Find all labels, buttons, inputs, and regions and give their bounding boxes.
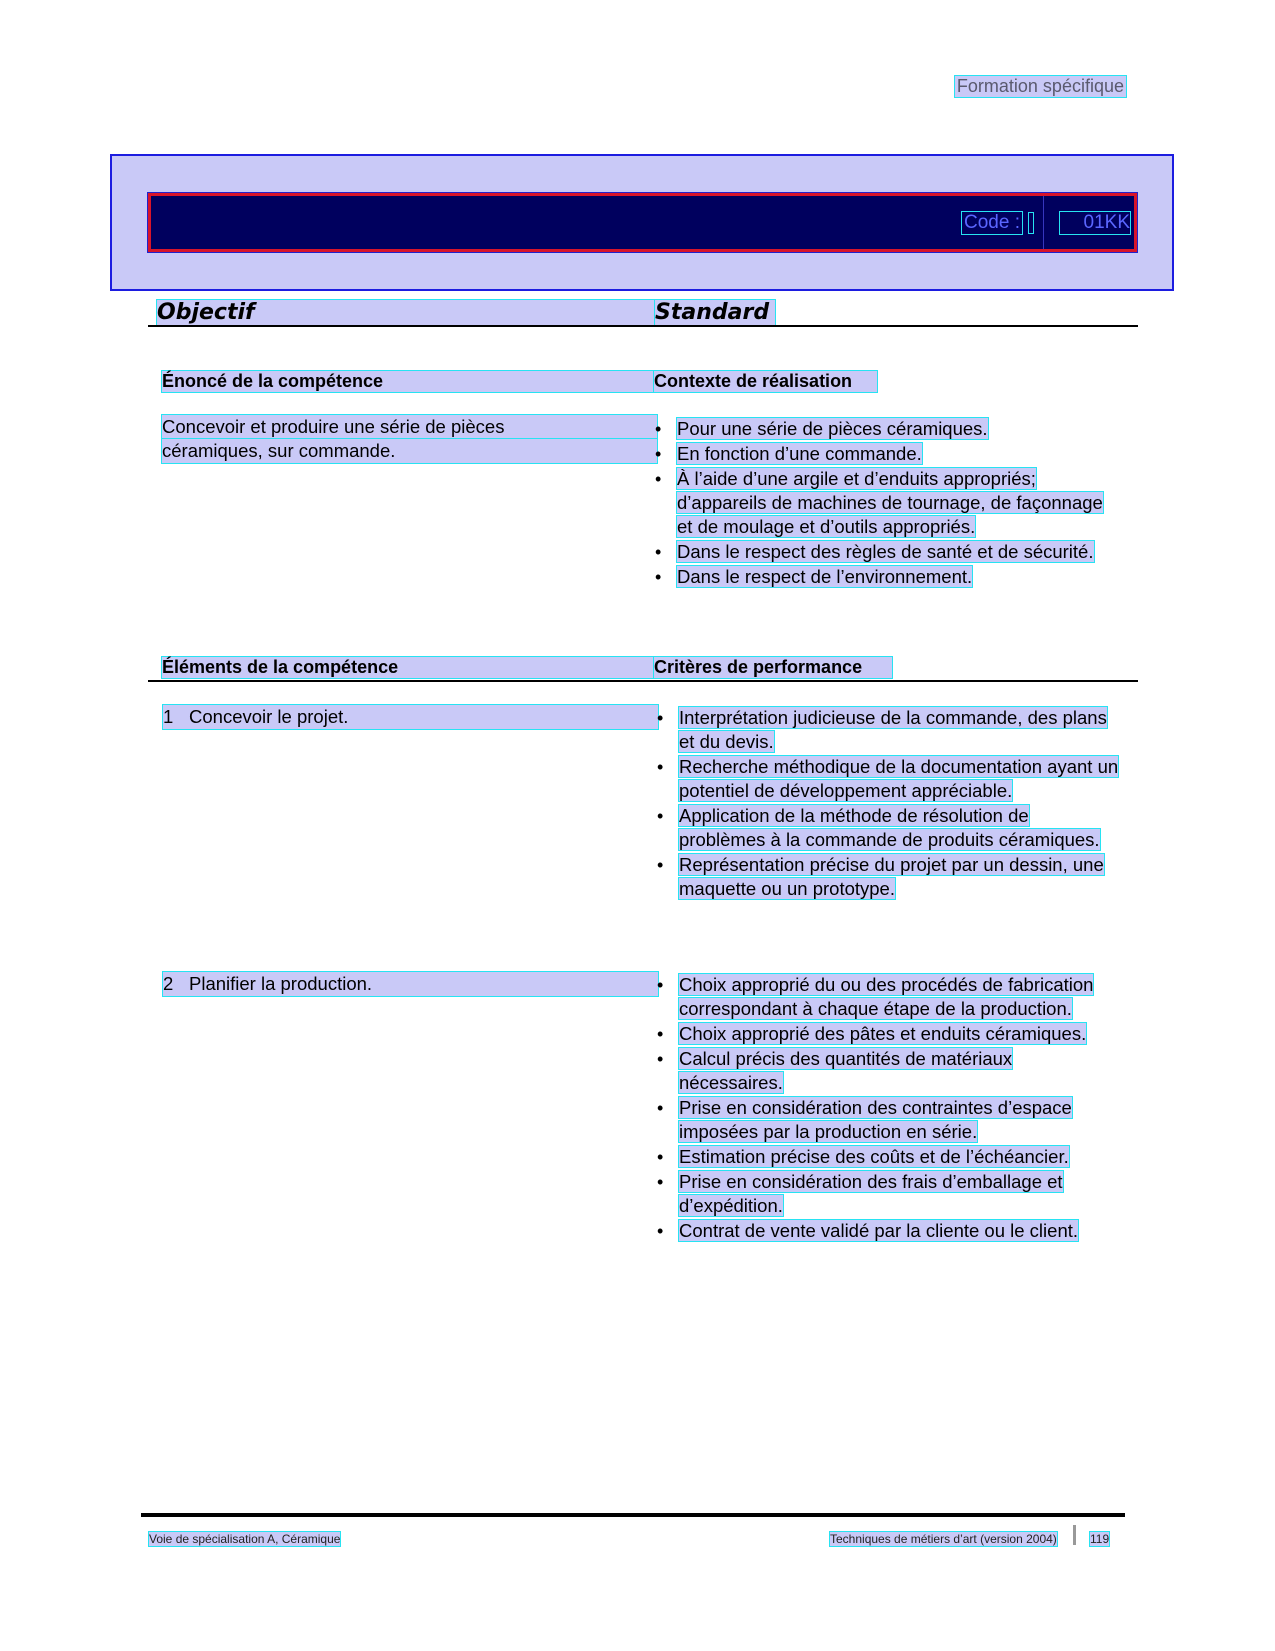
competency-code-bar — [148, 193, 1137, 252]
list-item: • Représentation précise du projet par un dessin, une maquette ou un prototype. — [657, 853, 1119, 901]
enonce-line: Concevoir et produire une série de pièces — [162, 415, 657, 439]
list-item: • Calcul précis des quantités de matériaux nécessaires. — [657, 1047, 1119, 1095]
element-1 — [163, 705, 658, 729]
list-item: • En fonction d’une commande. — [655, 442, 1117, 466]
elements-heading: Éléments de la compétence — [162, 657, 657, 678]
section-rule — [148, 680, 1138, 682]
element-label: Planifier la production. — [189, 973, 373, 994]
list-item: • Prise en considération des contraintes d’espace imposées par la production en série. — [657, 1096, 1119, 1144]
contexte-list — [655, 417, 1117, 590]
criteria-list-2 — [657, 973, 1119, 1244]
footer-separator — [1073, 1525, 1076, 1545]
element-label: Concevoir le projet. — [189, 706, 349, 727]
footer-right: Techniques de métiers d’art (version 2004) — [830, 1532, 1057, 1546]
list-item: • Application de la méthode de résolution de problèmes à la commande de produits céramiques. — [657, 804, 1119, 852]
list-item: • À l’aide d’une argile et d’enduits appropriés; d’appareils de machines de tournage, de façonnage et de moulage et d’outils appropriés. — [655, 467, 1117, 539]
objectif-heading: Objectif — [157, 300, 657, 325]
list-item: • Interprétation judicieuse de la commande, des plans et du devis. — [657, 706, 1119, 754]
element-number: 2 — [163, 973, 174, 994]
enonce-heading: Énoncé de la compétence — [162, 371, 657, 392]
contexte-heading: Contexte de réalisation — [654, 371, 877, 392]
element-number: 1 — [163, 706, 174, 727]
running-header: Formation spécifique — [956, 76, 1124, 96]
criteria-list-1 — [657, 706, 1119, 902]
list-item: • Pour une série de pièces céramiques. — [655, 417, 1117, 441]
standard-heading: Standard — [655, 300, 775, 325]
list-item: • Estimation précise des coûts et de l’échéancier. — [657, 1145, 1119, 1169]
footer-rule — [141, 1513, 1125, 1517]
list-item: • Choix approprié du ou des procédés de fabrication correspondant à chaque étape de la production. — [657, 973, 1119, 1021]
code-value: 01KK — [1060, 212, 1130, 234]
list-item: • Choix approprié des pâtes et enduits céramiques. — [657, 1022, 1119, 1046]
list-item: • Prise en considération des frais d’emballage et d’expédition. — [657, 1170, 1119, 1218]
code-label: Code : — [964, 212, 1020, 233]
list-item: • Dans le respect de l’environnement. — [655, 565, 1117, 589]
page-number: 119 — [1090, 1532, 1110, 1546]
element-2 — [163, 972, 658, 996]
footer-left: Voie de spécialisation A, Céramique — [149, 1532, 341, 1546]
enonce-line: céramiques, sur commande. — [162, 439, 657, 463]
code-divider — [1043, 196, 1044, 249]
list-item: • Recherche méthodique de la documentation ayant un potentiel de développement appréciable. — [657, 755, 1119, 803]
code-separator — [1028, 212, 1034, 234]
heading-rule — [148, 325, 1138, 327]
list-item: • Dans le respect des règles de santé et de sécurité. — [655, 540, 1117, 564]
list-item: • Contrat de vente validé par la cliente ou le client. — [657, 1219, 1119, 1243]
criteres-heading: Critères de performance — [654, 657, 892, 678]
enonce-text — [162, 415, 657, 463]
